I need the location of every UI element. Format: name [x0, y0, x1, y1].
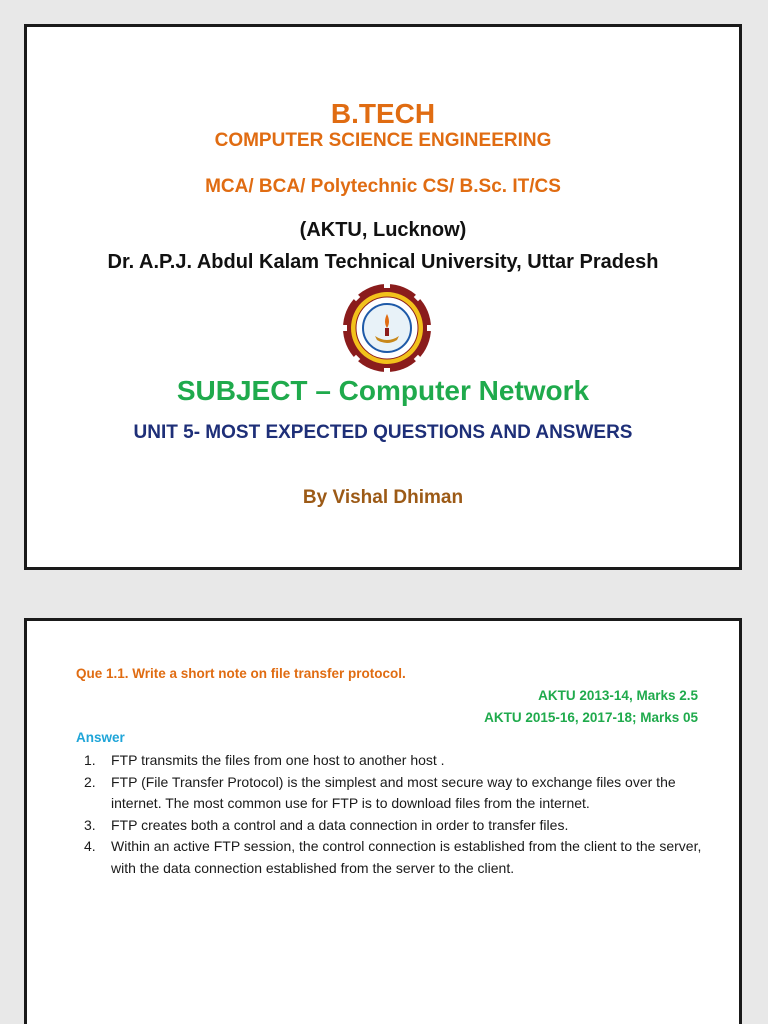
question-title: Que 1.1. Write a short note on file transfer protocol. — [76, 666, 406, 681]
list-item-number: 2. — [84, 773, 96, 790]
exam-reference: AKTU 2015-16, 2017-18; Marks 05 — [484, 710, 698, 725]
list-item-number: 4. — [84, 838, 96, 854]
list-item — [84, 836, 704, 879]
answer-label: Answer — [76, 730, 125, 745]
list-item — [84, 772, 704, 815]
degree-title: B.TECH — [330, 98, 436, 129]
author-line: By Vishal Dhiman — [302, 487, 464, 508]
unit-heading: UNIT 5- MOST EXPECTED QUESTIONS AND ANSWERS — [133, 422, 633, 443]
list-item-number: 1. — [84, 752, 96, 768]
list-item-text: Within an active FTP session, the control connection is established from the client to the server, with the data connection established from the server to the client. — [111, 838, 702, 876]
list-item — [84, 750, 704, 772]
list-item-text: FTP creates both a control and a data connection in order to transfer files. — [111, 816, 569, 833]
department-heading: COMPUTER SCIENCE ENGINEERING — [214, 130, 552, 151]
cover-page — [24, 24, 742, 570]
subject-heading: SUBJECT – Computer Network — [176, 375, 590, 406]
list-item-number: 3. — [84, 816, 96, 833]
university-full-name: Dr. A.P.J. Abdul Kalam Technical University, Uttar Pradesh — [107, 251, 659, 273]
list-item-text: FTP (File Transfer Protocol) is the simplest and most secure way to exchange files over the internet. The most common use for FTP is to download files from the internet. — [111, 773, 676, 811]
answer-list — [84, 750, 704, 879]
question-page — [24, 618, 742, 1024]
exam-reference: AKTU 2013-14, Marks 2.5 — [538, 688, 698, 703]
university-seal-icon — [341, 282, 433, 374]
courses-heading: MCA/ BCA/ Polytechnic CS/ B.Sc. IT/CS — [205, 176, 561, 197]
list-item — [84, 815, 704, 837]
university-short-name: (AKTU, Lucknow) — [299, 219, 467, 241]
list-item-text: FTP transmits the files from one host to another host . — [111, 752, 445, 768]
